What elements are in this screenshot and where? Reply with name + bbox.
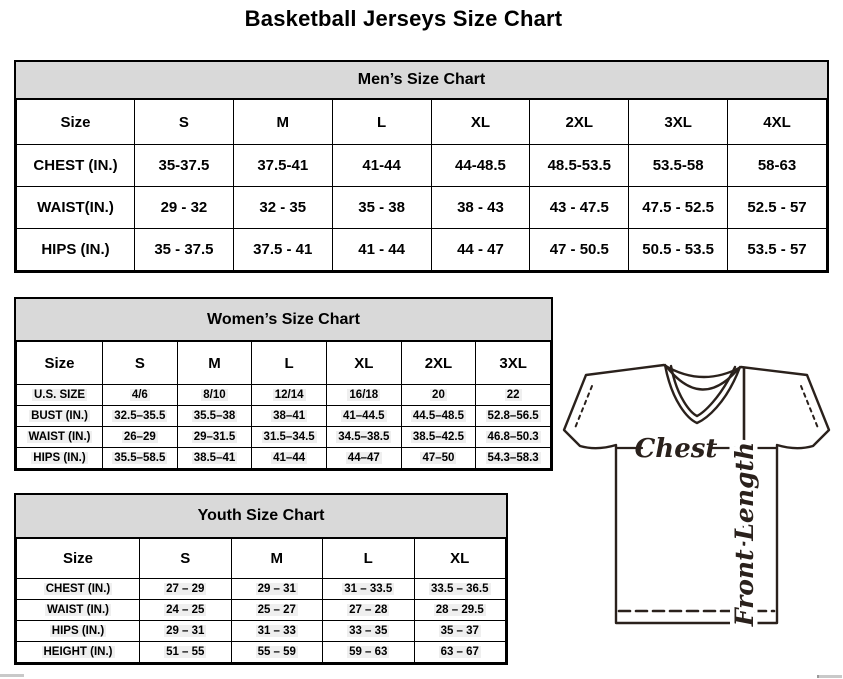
cell: 51 – 55: [140, 642, 232, 663]
cell: 8/10: [177, 385, 252, 406]
column-header: M: [177, 342, 252, 385]
womens-size-chart: [14, 297, 553, 471]
column-header: S: [135, 100, 234, 145]
table-row: [17, 621, 506, 642]
cell: 28 – 29.5: [414, 600, 506, 621]
cell: 24 – 25: [140, 600, 232, 621]
cell: 33.5 – 36.5: [414, 579, 506, 600]
table-row: [17, 427, 551, 448]
mens-table: [16, 99, 827, 271]
cell: 12/14: [252, 385, 327, 406]
cell: 26–29: [103, 427, 178, 448]
cell: 33 – 35: [323, 621, 415, 642]
cell: 22: [476, 385, 551, 406]
youth-size-chart: [14, 493, 508, 665]
cell: 43 - 47.5: [530, 187, 629, 229]
column-header: XL: [414, 539, 506, 579]
cell: 29 – 31: [231, 579, 323, 600]
column-header: L: [323, 539, 415, 579]
h-scrollbar-fragment-left[interactable]: [0, 674, 24, 677]
column-header: 4XL: [728, 100, 827, 145]
cell: 38.5–42.5: [401, 427, 476, 448]
jersey-measurement-diagram: [556, 356, 842, 656]
cell: 47 - 50.5: [530, 229, 629, 271]
cell: 31.5–34.5: [252, 427, 327, 448]
cell: 50.5 - 53.5: [629, 229, 728, 271]
column-header: XL: [326, 342, 401, 385]
cell: 31 – 33.5: [323, 579, 415, 600]
cell: 55 – 59: [231, 642, 323, 663]
size-header: Size: [17, 539, 140, 579]
row-label: WAIST (IN.): [17, 600, 140, 621]
cell: 35 - 37.5: [135, 229, 234, 271]
cell: 25 – 27: [231, 600, 323, 621]
cell: 38–41: [252, 406, 327, 427]
column-header: S: [140, 539, 232, 579]
column-header: XL: [431, 100, 530, 145]
cell: 27 – 29: [140, 579, 232, 600]
cell: 35-37.5: [135, 145, 234, 187]
cell: 31 – 33: [231, 621, 323, 642]
h-scrollbar-fragment-right[interactable]: [817, 675, 842, 678]
cell: 34.5–38.5: [326, 427, 401, 448]
cell: 63 – 67: [414, 642, 506, 663]
size-header: Size: [17, 342, 103, 385]
womens-table: [16, 341, 551, 469]
row-label: U.S. SIZE: [17, 385, 103, 406]
mens-size-chart: [14, 60, 829, 273]
cell: 4/6: [103, 385, 178, 406]
table-row: [17, 187, 827, 229]
chest-label: Chest: [634, 434, 718, 464]
cell: 16/18: [326, 385, 401, 406]
cell: 46.8–50.3: [476, 427, 551, 448]
cell: 59 – 63: [323, 642, 415, 663]
cell: 53.5 - 57: [728, 229, 827, 271]
row-label: BUST (IN.): [17, 406, 103, 427]
column-header: 2XL: [530, 100, 629, 145]
cell: 52.5 - 57: [728, 187, 827, 229]
cell: 58-63: [728, 145, 827, 187]
column-header: 3XL: [629, 100, 728, 145]
womens-chart-title: Women’s Size Chart: [16, 299, 551, 341]
cell: 47.5 - 52.5: [629, 187, 728, 229]
cell: 44-48.5: [431, 145, 530, 187]
cell: 44 - 47: [431, 229, 530, 271]
column-header: M: [233, 100, 332, 145]
row-label: HIPS (IN.): [17, 448, 103, 469]
row-label: HIPS (IN.): [17, 621, 140, 642]
row-label: WAIST (IN.): [17, 427, 103, 448]
table-row: [17, 600, 506, 621]
table-row: [17, 579, 506, 600]
youth-table: [16, 538, 506, 663]
row-label: HIPS (IN.): [17, 229, 135, 271]
cell: 48.5-53.5: [530, 145, 629, 187]
cell: 38.5–41: [177, 448, 252, 469]
column-header: S: [103, 342, 178, 385]
column-header: M: [231, 539, 323, 579]
cell: 53.5-58: [629, 145, 728, 187]
row-label: WAIST(IN.): [17, 187, 135, 229]
cell: 35 – 37: [414, 621, 506, 642]
cell: 29 – 31: [140, 621, 232, 642]
youth-chart-title: Youth Size Chart: [16, 495, 506, 538]
column-header: L: [252, 342, 327, 385]
cell: 35 - 38: [332, 187, 431, 229]
cell: 35.5–58.5: [103, 448, 178, 469]
column-header: 3XL: [476, 342, 551, 385]
table-row: [17, 145, 827, 187]
row-label: CHEST (IN.): [17, 579, 140, 600]
cell: 41–44.5: [326, 406, 401, 427]
size-header: Size: [17, 100, 135, 145]
cell: 37.5 - 41: [233, 229, 332, 271]
cell: 32.5–35.5: [103, 406, 178, 427]
table-row: [17, 406, 551, 427]
column-header: L: [332, 100, 431, 145]
cell: 44.5–48.5: [401, 406, 476, 427]
row-label: CHEST (IN.): [17, 145, 135, 187]
cell: 41-44: [332, 145, 431, 187]
cell: 37.5-41: [233, 145, 332, 187]
cell: 54.3–58.3: [476, 448, 551, 469]
mens-chart-title: Men’s Size Chart: [16, 62, 827, 99]
row-label: HEIGHT (IN.): [17, 642, 140, 663]
cell: 29–31.5: [177, 427, 252, 448]
cell: 27 – 28: [323, 600, 415, 621]
cell: 38 - 43: [431, 187, 530, 229]
cell: 35.5–38: [177, 406, 252, 427]
page-title: Basketball Jerseys Size Chart: [244, 6, 563, 31]
cell: 44–47: [326, 448, 401, 469]
column-header: 2XL: [401, 342, 476, 385]
cell: 20: [401, 385, 476, 406]
cell: 32 - 35: [233, 187, 332, 229]
jersey-outline: [564, 365, 829, 623]
table-row: [17, 229, 827, 271]
table-row: [17, 642, 506, 663]
table-row: [17, 448, 551, 469]
cell: 52.8–56.5: [476, 406, 551, 427]
cell: 47–50: [401, 448, 476, 469]
cell: 29 - 32: [135, 187, 234, 229]
front-length-label: Front Length: [730, 441, 759, 627]
cell: 41–44: [252, 448, 327, 469]
cell: 41 - 44: [332, 229, 431, 271]
table-row: [17, 385, 551, 406]
